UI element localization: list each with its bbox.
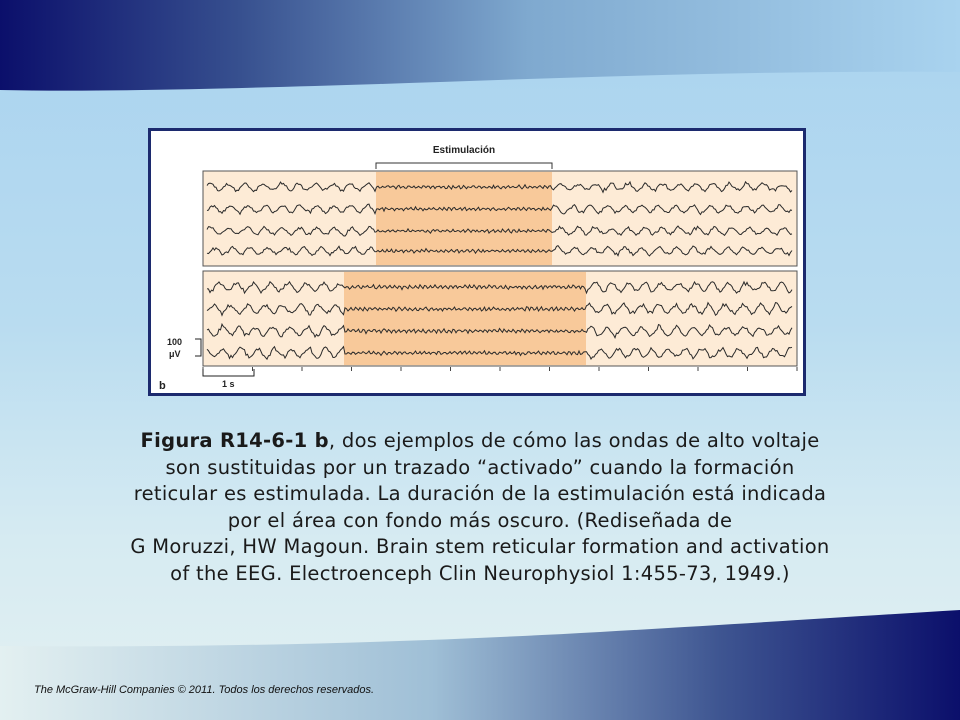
caption-line-1 — [100, 428, 860, 455]
caption-line-6: of the EEG. Electroenceph Clin Neurophysiol 1:455-73, 1949.) — [170, 561, 790, 585]
caption-line-4: por el área con fondo más oscuro. (Rediseñada de — [227, 508, 733, 532]
copyright-footer: The McGraw-Hill Companies © 2011. Todos los derechos reservados. — [34, 684, 375, 696]
figure-label: Figura R14-6-1 b — [140, 429, 329, 452]
caption-line-5: G Moruzzi, HW Magoun. Brain stem reticular formation and activation — [130, 535, 830, 558]
figure-caption — [100, 428, 860, 587]
stimulation-bracket — [376, 163, 552, 169]
footer-wave-band — [0, 610, 960, 720]
stimulation-label: Estimulación — [432, 145, 496, 156]
caption-line-1-rest: , dos ejemplos de cómo las ondas de alto voltaje — [328, 429, 820, 452]
eeg-figure — [148, 128, 806, 396]
scale-voltage-value: 100 — [167, 337, 183, 347]
scale-voltage-bar — [195, 339, 201, 356]
scale-time-bar — [203, 369, 254, 376]
header-wave-band — [0, 0, 960, 130]
time-ticks — [203, 367, 797, 371]
caption-line-3: reticular es estimulada. La duración de la estimulación está indicada — [133, 482, 827, 505]
scale-time-label: 1 s — [222, 379, 235, 389]
scale-voltage-unit: μV — [169, 349, 181, 359]
panel-label: b — [159, 380, 166, 392]
caption-line-2: son sustituidas por un trazado “activado” cuando la formación — [165, 455, 795, 479]
